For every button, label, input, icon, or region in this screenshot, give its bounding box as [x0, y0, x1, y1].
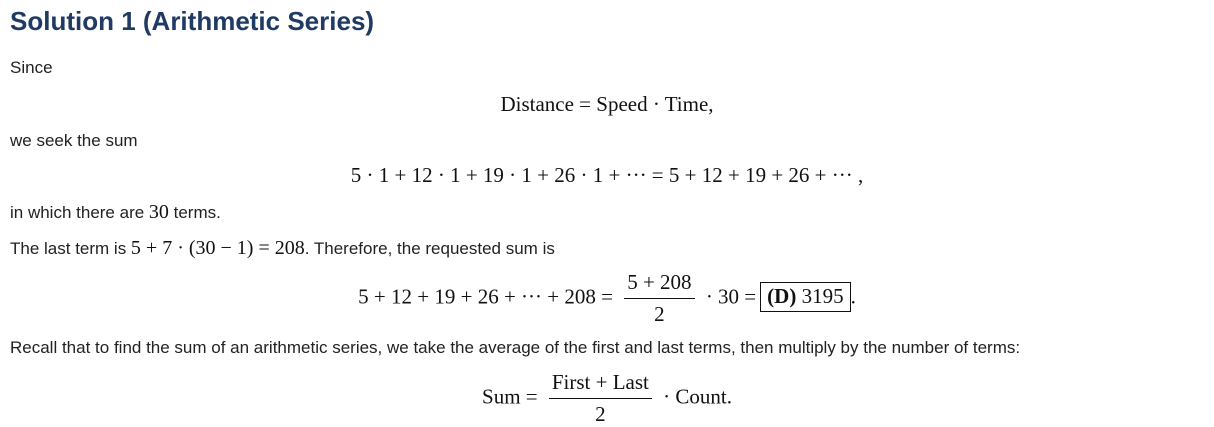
terms-count-text	[10, 201, 221, 224]
sum-lhs: 5 + 12 + 19 + 26 + ··· + 208 =	[358, 284, 613, 309]
sum-trailing: .	[850, 284, 856, 309]
formula-numerator: First + Last	[549, 370, 652, 399]
terms-prefix: in which there are	[10, 203, 149, 222]
answer-box	[760, 282, 850, 312]
since-text: Since	[10, 58, 53, 77]
sum-fraction-denominator: 2	[654, 302, 665, 326]
formula-rhs: · Count.	[663, 384, 732, 409]
last-term-prefix: The last term is	[10, 239, 131, 258]
terms-count: 30	[148, 201, 169, 223]
requested-sum-equation	[0, 270, 1214, 327]
last-term-text	[10, 237, 555, 260]
sum-fraction	[624, 270, 694, 327]
last-term-suffix: . Therefore, the requested sum is	[304, 239, 555, 258]
recall-text: Recall that to find the sum of an arithmetic series, we take the average of the first and last terms, then multiply by the number of terms:	[10, 338, 1021, 357]
distance-formula: Distance = Speed · Time,	[500, 92, 714, 116]
answer-value: 3195	[801, 284, 844, 309]
sum-count-formula	[0, 370, 1214, 427]
terms-suffix: terms.	[168, 203, 221, 222]
formula-denominator: 2	[595, 402, 606, 426]
page-title: Solution 1 (Arithmetic Series)	[10, 6, 375, 36]
series-sum-formula: 5 · 1 + 12 · 1 + 19 · 1 + 26 · 1 + ··· = 5 + 12 + 19 + 26 + ··· ,	[350, 163, 864, 187]
sum-times: · 30 =	[705, 284, 757, 309]
sum-fraction-numerator: 5 + 208	[624, 270, 694, 299]
last-term-expression: 5 + 7 · (30 − 1) = 208	[130, 237, 305, 259]
answer-choice-label: (D)	[767, 284, 797, 309]
formula-fraction	[549, 370, 652, 427]
formula-lhs: Sum =	[482, 384, 538, 409]
seek-sum-text: we seek the sum	[10, 131, 138, 150]
